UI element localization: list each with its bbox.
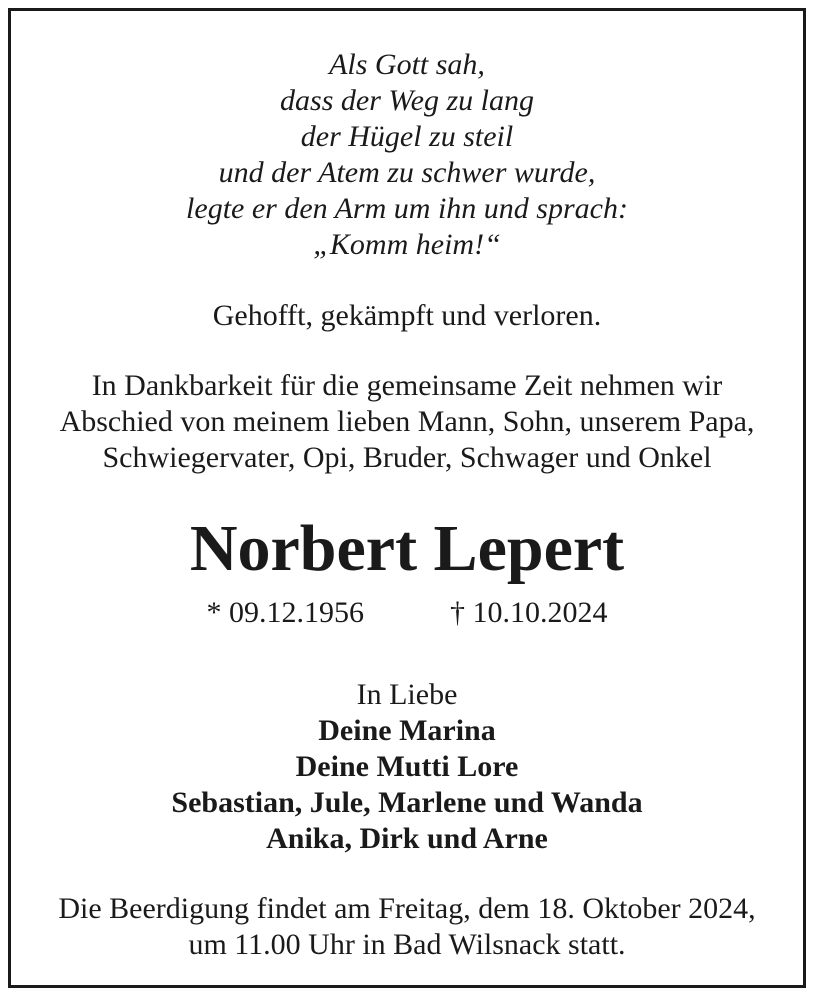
obituary-notice <box>8 8 806 988</box>
family-greeting: In Liebe <box>356 678 458 711</box>
intro-line: Abschied von meinem lieben Mann, Sohn, unserem Papa, <box>59 405 755 438</box>
family-member: Anika, Dirk und Arne <box>266 822 548 855</box>
birth-date: * 09.12.1956 <box>206 596 364 629</box>
motto: Gehofft, gekämpft und verloren. <box>212 299 602 332</box>
family-signature <box>11 677 803 857</box>
family-member: Deine Mutti Lore <box>295 750 519 783</box>
poem-line: dass der Weg zu lang <box>280 84 534 117</box>
poem-line: der Hügel zu steil <box>300 120 514 153</box>
deceased-name: Norbert Lepert <box>189 512 625 585</box>
intro-line: In Dankbarkeit für die gemeinsame Zeit nehmen wir <box>91 369 723 402</box>
death-date: † 10.10.2024 <box>450 596 608 629</box>
intro-text <box>11 368 803 476</box>
poem-line: legte er den Arm um ihn und sprach: <box>186 192 628 225</box>
family-member: Sebastian, Jule, Marlene und Wanda <box>171 786 643 819</box>
funeral-line: um 11.00 Uhr in Bad Wilsnack statt. <box>188 928 626 961</box>
funeral-info <box>11 891 803 963</box>
life-dates <box>11 595 803 631</box>
funeral-line: Die Beerdigung findet am Freitag, dem 18. Oktober 2024, <box>58 892 756 925</box>
family-member: Deine Marina <box>318 714 496 747</box>
poem <box>11 47 803 263</box>
poem-line: „Komm heim!“ <box>313 228 501 261</box>
poem-line: und der Atem zu schwer wurde, <box>218 156 596 189</box>
intro-line: Schwiegervater, Opi, Bruder, Schwager und Onkel <box>102 441 712 474</box>
poem-line: Als Gott sah, <box>329 48 485 81</box>
